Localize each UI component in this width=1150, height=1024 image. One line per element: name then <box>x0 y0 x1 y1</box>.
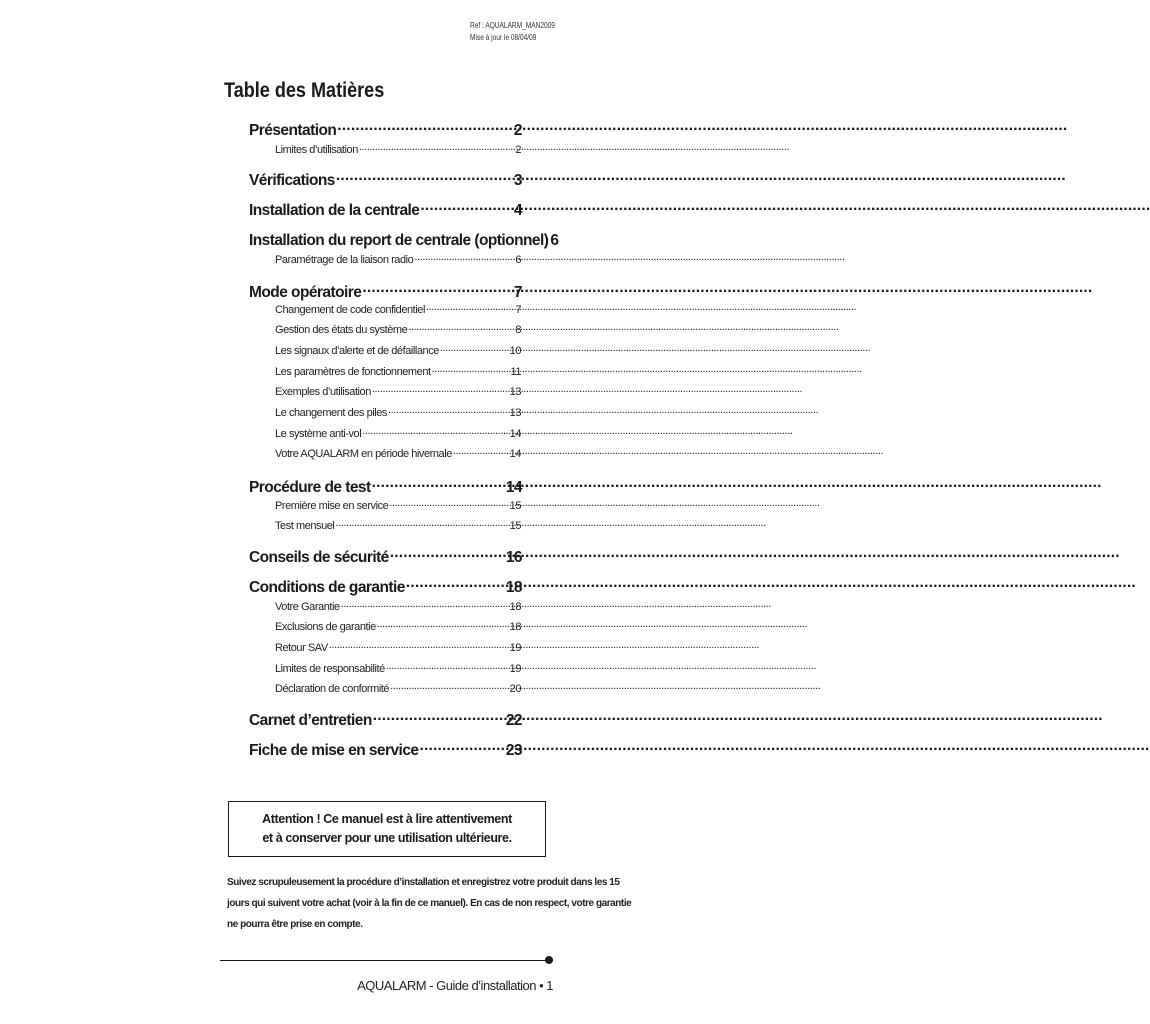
dot-leader <box>362 425 508 437</box>
dot-leader <box>336 168 513 185</box>
toc-entry-label: Retour SAV <box>275 642 328 655</box>
advice-line-2: jours qui suivent votre achat (voir à la fin de ce manuel). En cas de non respect, votre garantie <box>227 898 632 909</box>
toc-subsection-entry <box>275 660 521 676</box>
toc-page-number: 6 <box>515 254 521 267</box>
toc-page-number: 13 <box>509 386 521 399</box>
dot-leader <box>372 475 505 492</box>
toc-entry-label: Le changement des piles <box>275 407 387 420</box>
toc-page-number: 14 <box>505 479 522 497</box>
dot-leader <box>408 321 514 333</box>
toc-subsection-entry <box>275 363 521 379</box>
registration-advice <box>227 872 632 935</box>
dot-leader <box>377 618 509 630</box>
advice-line-3: ne pourra être prise en compte. <box>227 919 363 930</box>
update-date: Mise à jour le 08/04/09 <box>470 33 537 42</box>
toc-entry-label: Votre AQUALARM en période hivernale <box>275 448 452 461</box>
toc-entry-label: Les signaux d’alerte et de défaillance <box>275 345 439 358</box>
dot-leader <box>389 497 508 509</box>
toc-subsection-entry <box>275 639 521 655</box>
toc-section-entry <box>249 168 522 190</box>
reference-code: Ref : AQUALARM_MAN2009 <box>470 21 555 30</box>
dot-leader <box>453 445 509 457</box>
toc-entry-label: Déclaration de conformité <box>275 683 390 696</box>
footer-divider <box>220 960 548 961</box>
toc-page-number: 19 <box>509 663 521 676</box>
toc-page-number: 20 <box>509 683 521 696</box>
toc-entry-label: Paramétrage de la liaison radio <box>275 254 414 267</box>
toc-entry-label: Vérifications <box>249 172 335 190</box>
dot-leader <box>359 141 514 153</box>
toc-entry-label: Changement de code confidentiel <box>275 304 425 317</box>
toc-entry-label: Présentation <box>249 122 337 140</box>
toc-page-number: 4 <box>513 202 522 220</box>
toc-entry-label: Le système anti-vol <box>275 428 362 441</box>
dot-leader <box>390 680 509 692</box>
toc-subsection-entry <box>275 383 521 399</box>
toc-entry-label: Première mise en service <box>275 500 389 513</box>
toc-entry-label: Gestion des états du système <box>275 324 408 337</box>
toc-page-number: 19 <box>509 642 521 655</box>
toc-subsection-entry <box>275 301 521 317</box>
toc-subsection-entry <box>275 425 521 441</box>
toc-entry-label: Exclusions de garantie <box>275 621 376 634</box>
toc-page-number: 2 <box>513 122 522 140</box>
toc-page-number: 11 <box>510 366 521 379</box>
toc-page-number: 7 <box>515 304 521 317</box>
toc-page-number: 23 <box>505 742 522 760</box>
toc-page-number: 2 <box>515 144 521 157</box>
advice-line-1: Suivez scrupuleusement la procédure d’installation et enregistrez votre produit dans les 15 <box>227 877 620 888</box>
toc-page-number: 6 <box>550 232 559 250</box>
dot-leader <box>390 545 505 562</box>
toc-page-number: 3 <box>513 172 522 190</box>
toc-section-entry <box>249 575 522 597</box>
dot-leader <box>388 404 509 416</box>
toc-subsection-entry <box>275 342 521 358</box>
toc-subsection-entry <box>275 141 521 157</box>
dot-leader <box>406 575 505 592</box>
toc-entry-label: Les paramètres de fonctionnement <box>275 366 431 379</box>
toc-entry-label: Conseils de sécurité <box>249 549 389 567</box>
dot-leader <box>419 738 504 755</box>
toc-page-number: 13 <box>509 407 521 420</box>
warning-box <box>228 801 546 857</box>
toc-subsection-entry <box>275 497 521 513</box>
dot-leader <box>335 517 508 529</box>
toc-section-entry <box>249 198 522 220</box>
toc-page-number: 16 <box>505 549 522 567</box>
toc-subsection-entry <box>275 680 521 696</box>
warning-line-1: Attention ! Ce manuel est à lire attentivement <box>262 812 512 826</box>
toc-section-entry <box>249 280 522 302</box>
toc-entry-label: Exemples d’utilisation <box>275 386 371 399</box>
toc-section-entry <box>249 475 522 497</box>
toc-section-entry <box>249 228 559 250</box>
toc-page-number: 10 <box>509 345 521 358</box>
toc-entry-label: Limites d’utilisation <box>275 144 358 157</box>
toc-entry-label: Conditions de garantie <box>249 579 405 597</box>
toc-subsection-entry <box>275 251 521 267</box>
warning-line-2: et à conserver pour une utilisation ultérieure. <box>262 831 512 845</box>
toc-entry-label: Test mensuel <box>275 520 335 533</box>
toc-section-entry <box>249 738 522 760</box>
toc-entry-label: Limites de responsabilité <box>275 663 385 676</box>
toc-page-number: 15 <box>509 520 521 533</box>
toc-page-number: 8 <box>515 324 521 337</box>
toc-subsection-entry <box>275 321 521 337</box>
toc-page-number: 14 <box>509 448 521 461</box>
toc-page-number: 15 <box>509 500 521 513</box>
toc-subsection-entry <box>275 517 521 533</box>
toc-subsection-entry <box>275 598 521 614</box>
dot-leader <box>362 280 513 297</box>
toc-page-number: 22 <box>505 712 522 730</box>
toc-entry-label: Installation de la centrale <box>249 202 420 220</box>
toc-section-entry <box>249 708 522 730</box>
dot-leader <box>329 639 509 651</box>
toc-page-number: 18 <box>509 621 521 634</box>
page-title: Table des Matières <box>224 79 385 102</box>
toc-entry-label: Carnet d’entretien <box>249 712 372 730</box>
toc-section-entry <box>249 545 522 567</box>
toc-subsection-entry <box>275 445 521 461</box>
toc-entry-label: Procédure de test <box>249 479 371 497</box>
toc-entry-label: Mode opératoire <box>249 284 362 302</box>
page-footer: AQUALARM - Guide d’installation • 1 <box>357 978 553 993</box>
dot-leader <box>414 251 514 263</box>
dot-leader <box>341 598 509 610</box>
dot-leader <box>373 708 505 725</box>
dot-leader <box>420 198 513 215</box>
dot-leader <box>426 301 514 313</box>
toc-subsection-entry <box>275 404 521 420</box>
toc-page-number: 18 <box>509 601 521 614</box>
toc-page-number: 18 <box>505 579 522 597</box>
toc-entry-label: Fiche de mise en service <box>249 742 419 760</box>
toc-entry-label: Votre Garantie <box>275 601 340 614</box>
dot-leader <box>372 383 509 395</box>
dot-leader <box>432 363 510 375</box>
toc-page-number: 14 <box>509 428 521 441</box>
dot-leader <box>337 118 513 135</box>
toc-section-entry <box>249 118 522 140</box>
toc-entry-label: Installation du report de centrale (optionnel) <box>249 232 549 250</box>
toc-subsection-entry <box>275 618 521 634</box>
dot-leader <box>386 660 509 672</box>
toc-page-number: 7 <box>513 284 522 302</box>
dot-leader <box>440 342 509 354</box>
footer-bullet-dot <box>545 956 553 964</box>
